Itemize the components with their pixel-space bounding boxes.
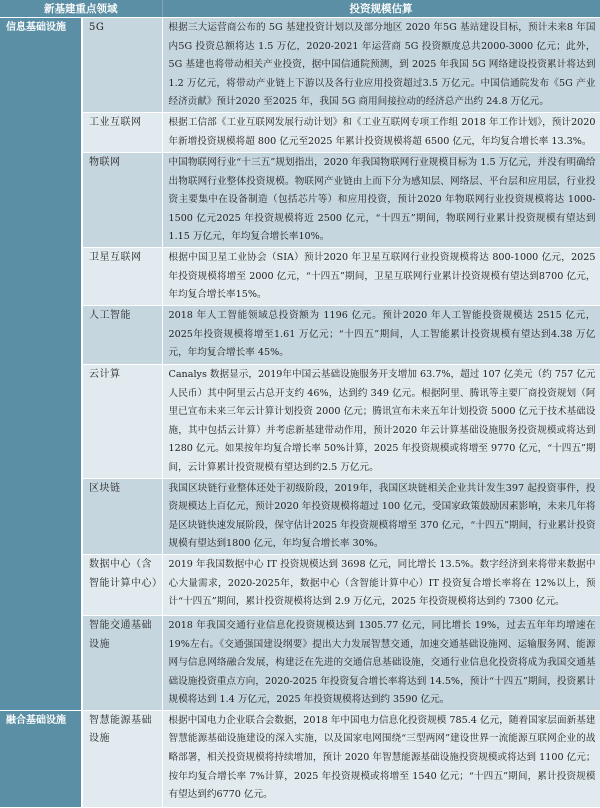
description-cell: 根据三大运营商公布的 5G 基建投资计划以及部分地区 2020 年5G 基站建设目标，预计未来8 年国内5G 投资总额将达 1.5 万亿，2020-2021 年运营商 5G 投资额度总共2000-3000 亿元；此外，5G 基建也将带动相关产业投资，据中国信通院预测，到 2025 年我国 5G 网络建设投资累计将达到 1.2 万亿元，将带动产业链上下游以及各行业应用投资超过3.5 万亿元。中国信通院发布《5G 产业经济贡献》预计2020 至2025 年，我国 5G 商用间接拉动的经济总产出约 24.8 万亿元。 <box>162 18 600 113</box>
table-row <box>0 247 600 305</box>
description-cell: 根据中国卫星工业协会（SIA）预计2020 年卫星互联网行业投资规模将达 800-1000 亿元，2025 年投资规模将增至 2000 亿元，“十四五”期间，卫星互联网行业累计投资规模有望达到8700 亿元，年均复合增长率15%。 <box>162 247 600 305</box>
table-row <box>0 153 600 248</box>
subfield-cell: 5G <box>82 18 162 113</box>
table-row <box>0 305 600 364</box>
description-cell: 2019 年我国数据中心 IT 投资规模达到 3698 亿元，同比增长 13.5%。数字经济到来将带来数据中心大量需求，2020-2025年，数据中心（含智能计算中心）IT 投资复合增长率将在 12%以上，预计“十四五”期间，累计投资规模将达到 2.9 万亿元，2025 年投资规模将达到约 7300 亿元。 <box>162 554 600 615</box>
subfield-cell: 云计算 <box>82 364 162 478</box>
subfield-cell: 数据中心（含智能计算中心） <box>82 554 162 615</box>
description-cell: 2018 年人工智能领域总投资额为 1196 亿元。预计2020 年人工智能投资规模达 2515 亿元，2025年投资规模将增至1.61 万亿元；“十四五”期间，人工智能累计投资规模有望达到4.38 万亿元，年均复合增长率 45%。 <box>162 305 600 364</box>
table-row <box>0 710 600 807</box>
description-cell: 根据工信部《工业互联网发展行动计划》和《工业互联网专项工作组 2018 年工作计划》，预计2020年新增投资规模将超 800 亿元至2025 年累计投资规模将超 6500 亿元，年均复合增长率 13.3%。 <box>162 113 600 153</box>
subfield-cell: 智能交通基础设施 <box>82 615 162 710</box>
category-fusion-infrastructure: 融合基础设施 <box>0 710 82 807</box>
subfield-cell: 物联网 <box>82 153 162 248</box>
subfield-cell: 区块链 <box>82 478 162 554</box>
subfield-cell: 卫星互联网 <box>82 247 162 305</box>
table-row <box>0 364 600 478</box>
subfield-cell: 工业互联网 <box>82 113 162 153</box>
table-header-row <box>0 0 600 18</box>
category-info-infrastructure: 信息基础设施 <box>0 18 82 711</box>
table-row <box>0 554 600 615</box>
description-cell: 根据中国电力企业联合会数据，2018 年中国电力信息化投资规模 785.4 亿元，随着国家层面新基建智慧能源基础设施建设的深入实施，以及国家电网围绕“三型两网”建设世界一流能源互联网企业的战略部署，相关投资规模将持续增加，预计 2020 年智慧能源基础设施投资规模或将达到 1100 亿元；按年均复合增长率 7%计算，2025 年投资规模或将增至 1540 亿元；“十四五”期间，累计投资规模有望达到约6770 亿元。 <box>162 710 600 807</box>
description-cell: 2018 年我国交通行业信息化投资规模达到 1305.77 亿元，同比增长 19%，过去五年年均增速在19%左右。《交通强国建设纲要》提出大力发展智慧交通，加速交通基础设施网、运输服务网、能源网与信息网络融合发展，构建泛在先进的交通信息基础设施，交通行业信息化投资将成为我国交通基础设施投资重点方向，2020-2025 年投资复合增长率将达到 14.5%，预计“十四五”期间，投资累计规模将达到 1.4 万亿元，2025 年投资规模将达到约 3590 亿元。 <box>162 615 600 710</box>
table-row <box>0 113 600 153</box>
subfield-cell: 智慧能源基础设施 <box>82 710 162 807</box>
subfield-cell: 人工智能 <box>82 305 162 364</box>
header-investment-estimate: 投资规模估算 <box>162 0 600 18</box>
description-cell: 中国物联网行业“十三五”规划指出，2020 年我国物联网行业规模目标为 1.5 万亿元，并没有明确给出物联网行业整体投资规模。物联网产业链由上而下分为感知层、网络层、平台层和应用层，行业投资主要集中在设备制造（包括芯片等）和应用投资，预计2020 年物联网行业投资规模将达 1000-1500 亿元2025 年投资规模将近 2500 亿元，“十四五”期间，物联网行业累计投资规模有望达到1.15 万亿元，年均复合增长率10%。 <box>162 153 600 248</box>
header-key-area: 新基建重点领域 <box>0 0 162 18</box>
table-row <box>0 478 600 554</box>
table-row <box>0 615 600 710</box>
description-cell: 我国区块链行业整体还处于初级阶段，2019年，我国区块链相关企业共计发生397 起投资事件，投资规模达上百亿元，预计2020 年投资规模将超过 100 亿元，受国家政策鼓励因素影响，未来几年将是区块链快速发展阶段，保守估计2025 年投资规模将增至 370 亿元，“十四五”期间，行业累计投资规模有望达到1800 亿元，年均复合增长率 30%。 <box>162 478 600 554</box>
description-cell: Canalys 数据显示，2019年中国云基础设施服务开支增加 63.7%，超过 107 亿美元（约 757 亿元人民币）其中阿里云占总开支约 46%，达到约 349 亿元。根据阿里、腾讯等主要厂商投资规划（阿里已宣布未来三年云计算计划投资 2000 亿元；腾讯宣布未来五年计划投资 5000 亿元于技术基础设施，其中包括云计算）并考虑新基建带动作用，预计2020 年云计算基础设施服务投资规模或将达到1280 亿元。如果按年均复合增长率 50%计算，2025 年投资规模或将增至 9770 亿元，“十四五”期间，云计算累计投资规模有望达到约2.5 万亿元。 <box>162 364 600 478</box>
table-row <box>0 18 600 113</box>
